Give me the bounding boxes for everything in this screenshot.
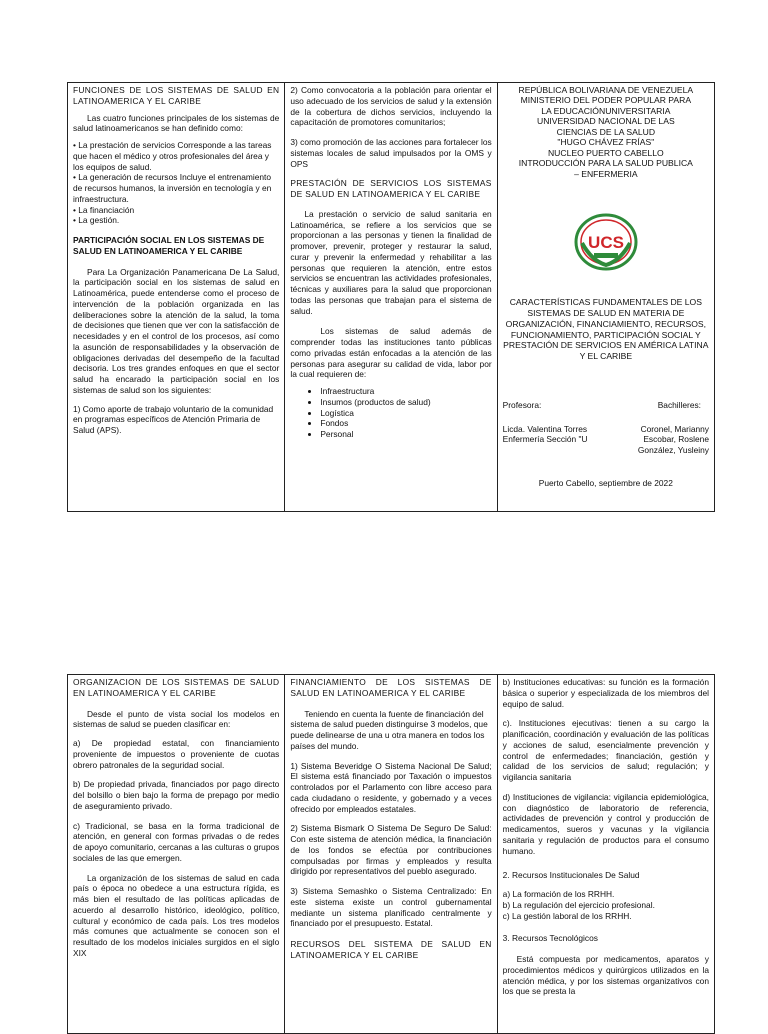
header-line: MINISTERIO DEL PODER POPULAR PARA [520,95,692,106]
list-item: b) La regulación del ejercicio profesional. [502,899,655,910]
paragraph: Las cuatro funciones principales de los sistemas de salud latinoamericanos se han definido como: [73,112,280,134]
paragraph: 1) Sistema Beveridge O Sistema Nacional De Salud; El sistema está financiado por Taxación o impuestos controlados por el Parlamento con libre acceso para cada ciudadano o residente, y gobernado y a veces ofrecido por empleados estatales. [290,760,492,814]
page1-column-1 [68,83,284,511]
paragraph: La prestación o servicio de salud sanitaria en Latinoamérica, se refiere a los servicios que se proporcionan a las personas y tienen la finalidad de promover, prevenir, proteger y restaurar la salud, curar y prevenir la enfermedad y rehabilitar a las personas que requieren la atención, entre estos servicios se encuentran las actividades profesionales, técnicas y auxiliares para la salud que proporcionan todas las personas que trabajan para el sistema de salud. [290,208,492,316]
paragraph: 1) Como aporte de trabajo voluntario de la comunidad en programas específicos de Atención Primaria de Salud (APS). [73,403,274,435]
list-item: • Fondos [320,418,491,429]
paragraph: 2) Como convocatoria a la población para orientar el uso adecuado de los servicios de salud y la extensión de la cobertura de dichos servicios, incluyendo la capacitación de promotores comunitarios; [290,85,492,128]
paragraph: Está compuesta por medicamentos, aparatos y procedimientos médicos y quirúrgicos utilizados en la atención médica, y por los sistemas organizativos con los que se presta la [502,954,709,997]
document-title: CARACTERÍSTICAS FUNDAMENTALES DE LOS SISTEMAS DE SALUD EN MATERIA DE ORGANIZACIÓN, FINANCIAMIENTO, RECURSOS, FUNCIONAMIENTO, PARTICIPACIÓN SOCIAL Y PRESTACIÓN DE SERVICIOS EN AMÉRICA LATINA Y EL CARIBE [503,297,709,362]
paragraph: Para La Organización Panamericana De La Salud, la participación social en los sistemas de salud en Latinoamérica, puede entenderse como el proceso de intervención de la población organizada en las deliberaciones sobre la atención de la salud, la toma de decisiones que tienen que ver con la satisfacción de necesidades y en el control de los procesos, así como la asunción de responsabilidades y la observación de obligaciones derivadas del desempeño de la facultad decisoria. Los tres grandes enfoques en que el sector salud ha encarado la participación social en los sistemas de salud son los siguientes: [73,266,280,395]
functions-list [73,140,279,226]
list-item: c) La gestión laboral de los RRHH. [502,910,632,921]
paragraph: 3) como promoción de las acciones para fortalecer los sistemas locales de salud impulsados por la OMS y OPS [290,137,492,169]
requirements-list [290,386,491,440]
list-item: • La prestación de servicios Corresponde a las tareas que hacen el médico y otros profesionales del área y los equipos de salud. [73,140,272,172]
paragraph: b) Instituciones educativas: su función es la formación básica o superior y especializada de los miembros del equipo de salud. [502,677,709,709]
section-heading: FINANCIAMIENTO DE LOS SISTEMAS DE SALUD EN LATINOAMERICA Y EL CARIBE [290,677,492,698]
page1-column-3-cover [497,83,714,511]
profesora-role: Enfermería Sección "U [502,434,588,445]
list-item: • La financiación [73,204,135,215]
paragraph: Los sistemas de salud además de comprender todas las instituciones tanto públicas como privadas están enfocadas a la atención de las personas para asegurar su calidad de vida, labor por la cual requieren de: [290,326,492,380]
page2-column-1 [68,675,284,1033]
list-item: • Infraestructura [320,386,491,397]
section-heading: ORGANIZACION DE LOS SISTEMAS DE SALUD EN LATINOAMERICA Y EL CARIBE [73,677,280,698]
institutional-resources-list [503,889,709,921]
section-heading: 3. Recursos Tecnológicos [502,933,598,944]
paragraph: a) De propiedad estatal, con financiamiento proveniente de impuestos o proveniente de cuotas obrero patronales de la seguridad social. [73,738,280,770]
student-name: González, Yusleiny [637,445,709,456]
header-line: UNIVERSIDAD NACIONAL DE LAS [536,116,675,127]
bachilleres-label: Bachilleres: [657,399,701,410]
list-item: • La generación de recursos Incluye el entrenamiento de recursos humanos, la inversión en tecnología y en infraestructura. [73,172,272,204]
header-line: "HUGO CHÁVEZ FRÍAS" [557,137,655,148]
list-item: a) La formación de los RRHH. [502,889,615,899]
svg-text:UCS: UCS [587,233,624,253]
header-line: NUCLEO PUERTO CABELLO [547,147,664,158]
page2-column-2 [284,675,496,1033]
ucs-logo-icon [572,213,640,271]
place-date: Puerto Cabello, septiembre de 2022 [538,477,673,488]
student-name: Escobar, Roslene [643,434,709,445]
header-line: CIENCIAS DE LA SALUD [556,126,656,137]
authors-row-2 [503,434,709,445]
list-item: • Insumos (productos de salud) [320,397,491,408]
student-name: Coronel, Marianny [640,423,709,434]
profesora-name: Licda. Valentina Torres [502,423,588,434]
list-item: • Personal [320,429,491,440]
profesora-label: Profesora: [502,399,542,410]
paragraph: c) Tradicional, se basa en la forma tradicional de atención, en general con formas privadas o de redes de apoyo comunitario, cercanas a las culturas o grupos sociales de las que emergen. [73,820,280,863]
section-heading: PARTICIPACIÓN SOCIAL EN LOS SISTEMAS DE SALUD EN LATINOAMERICA Y EL CARIBE [73,235,265,256]
paragraph: 3) Sistema Semashko o Sistema Centralizado: En este sistema existe un control gubernamental mediante un sistema planificado centralmente y financiado por el presupuesto. Estatal. [290,886,492,929]
section-heading: PRESTACIÓN DE SERVICIOS LOS SISTEMAS DE SALUD EN LATINOAMERICA Y EL CARIBE [290,178,492,199]
list-item: • La gestión. [73,215,120,226]
list-item: • Logística [320,408,491,419]
page2-table [67,674,715,1034]
paragraph: La organización de los sistemas de salud en cada país o época no obedece a una estructura rígida, es más bien el resultado de las políticas aplicadas de acuerdo al desarrollo histórico, ideológico, político, cultural y económico de cada país. Los tres modelos más comunes que actualmente se conocen son el resultado de los modelos iniciales surgidos en el siglo XIX [73,872,280,958]
university-logo [503,213,709,271]
page1-column-2 [284,83,496,511]
header-line: REPÚBLICA BOLIVARIANA DE VENEZUELA [518,85,694,95]
section-heading: FUNCIONES DE LOS SISTEMAS DE SALUD EN LATINOAMERICA Y EL CARIBE [73,85,280,106]
section-heading: 2. Recursos Institucionales De Salud [502,870,640,881]
paragraph: Teniendo en cuenta la fuente de financiación del sistema de salud pueden distinguirse 3 modelos, que puede delinearse de una u otra manera en todos los países del mundo. [290,708,488,751]
section-heading: RECURSOS DEL SISTEMA DE SALUD EN LATINOAMERICA Y EL CARIBE [290,939,492,960]
paragraph: c). Instituciones ejecutivas: tienen a su cargo la planificación, coordinación y evaluación de las políticas y acciones de salud, esencialmente prevención y control de enfermedades; financiación, gestión y calidad de los servicios de salud; regulación; y vigilancia sanitaria [502,718,709,782]
page2-column-3 [497,675,714,1033]
paragraph: b) De propiedad privada, financiados por pago directo del bolsillo o bien bajo la forma de prepago por medio de aseguramiento privado. [73,779,280,811]
paragraph: Desde el punto de vista social los modelos en sistemas de salud se pueden clasificar en: [73,708,280,730]
header-line: LA EDUCACIÓNUNIVERSITARIA [541,105,671,116]
paragraph: d) Instituciones de vigilancia: vigilancia epidemiológica, con diagnóstico de laboratorio de referencia, actividades de prevención y control y producción de medicamentos, sueros y vacunas y la vigilancia sanitaria y regulación de productos para el consumo humano. [502,791,709,856]
authors-labels-row [503,400,709,411]
institution-header [503,85,709,179]
authors-row-1 [503,424,709,435]
header-line: INTRODUCCIÓN PARA LA SALUD PUBLICA [518,158,693,169]
header-line: – ENFERMERIA [574,168,638,179]
page1-table [67,82,715,512]
paragraph: 2) Sistema Bismark O Sistema De Seguro De Salud: Con este sistema de atención médica, la financiación de los fondos se efectúa por contribuciones compulsadas por firmas y empleados y resulta dirigido por representativos del pueblo asegurado. [290,823,492,877]
